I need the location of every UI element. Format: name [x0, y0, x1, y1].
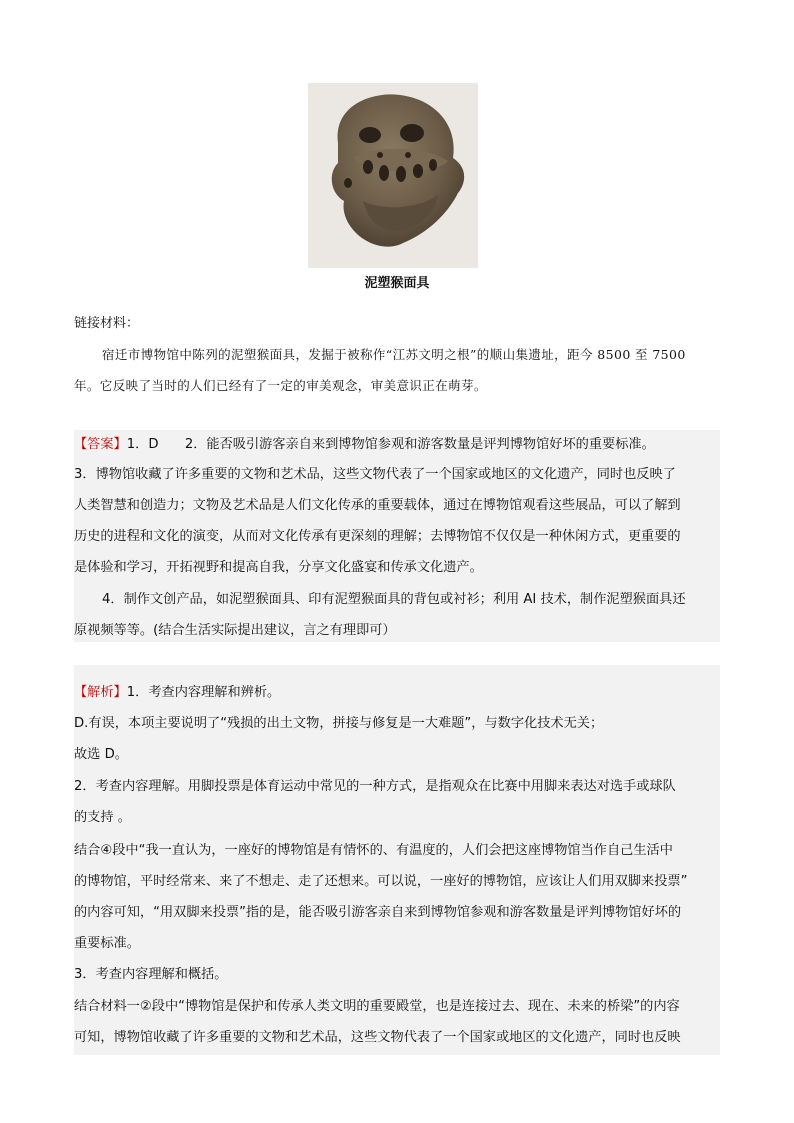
answer-line-5: 是体验和学习，开拓视野和提高自我，分享文化盛宴和传承文化遗产。 — [74, 560, 483, 575]
link-material-title: 链接材料： — [74, 316, 140, 331]
analysis-line-7: 的博物馆，平时经常来、来了不想走、走了还想来。可以说，一座好的博物馆，应该让人们用双脚来投票” — [74, 874, 688, 889]
analysis-line-12: 可知，博物馆收藏了许多重要的文物和艺术品，这些文物代表了一个国家或地区的文化遗产，同时也反映 — [74, 1030, 681, 1045]
link-material-line-2: 年。它反映了当时的人们已经有了一定的审美观念，审美意识正在萌芽。 — [74, 378, 487, 393]
analysis-line-6: 结合④段中“我一直认为，一座好的博物馆是有情怀的、有温度的，人们会把这座博物馆当作自己生活中 — [74, 843, 673, 858]
analysis-line-4: 2．考查内容理解。用脚投票是体育运动中常见的一种方式，是指观众在比赛中用脚来表达对选手或球队 — [74, 779, 676, 794]
answer-line-6: 4．制作文创产品，如泥塑猴面具、印有泥塑猴面具的背包或衬衫；利用 AI 技术，制作泥塑猴面具还 — [102, 592, 686, 607]
link-material-line-1: 宿迁市博物馆中陈列的泥塑猴面具，发掘于被称作“江苏文明之根”的顺山集遗址，距今 8500 至 7500 — [102, 347, 686, 362]
answer-line-4: 历史的进程和文化的演变，从而对文化传承有更深刻的理解；去博物馆不仅仅是一种休闲方式，更重要的 — [74, 529, 681, 544]
analysis-line-11: 结合材料一②段中“博物馆是保护和传承人类文明的重要殿堂，也是连接过去、现在、未来的桥梁”的内容 — [74, 999, 680, 1014]
analysis-line-2: D.有误，本项主要说明了“残损的出土文物，拼接与修复是一大难题”，与数字化技术无关； — [74, 716, 604, 731]
analysis-line-10: 3．考查内容理解和概括。 — [74, 967, 228, 982]
analysis-line-8: 的内容可知，“用双脚来投票”指的是，能否吸引游客亲自来到博物馆参观和游客数量是评判博物馆好坏的 — [74, 905, 682, 920]
analysis-line-3: 故选 D。 — [74, 747, 128, 762]
answer-line-1 — [74, 433, 720, 457]
answer-line-3: 人类智慧和创造力；文物及艺术品是人们文化传承的重要载体，通过在博物馆观看这些展品，可以了解到 — [74, 498, 681, 513]
analysis-text-1: 1．考查内容理解和辨析。 — [126, 685, 281, 700]
figure-caption: 泥塑猴面具 — [364, 276, 430, 291]
answer-text-1: 1．D 2．能否吸引游客亲自来到博物馆参观和游客数量是评判博物馆好坏的重要标准。 — [126, 437, 655, 452]
answer-tag: 【答案】 — [74, 437, 127, 452]
answer-line-2: 3．博物馆收藏了许多重要的文物和艺术品，这些文物代表了一个国家或地区的文化遗产，同时也反映了 — [74, 467, 676, 482]
analysis-line-9: 重要标准。 — [74, 936, 140, 951]
analysis-line-5: 的支持 。 — [74, 810, 131, 825]
monkey-mask-image — [308, 83, 478, 268]
analysis-tag: 【解析】 — [74, 685, 127, 700]
answer-line-7: 原视频等等。(结合生活实际提出建议，言之有理即可） — [74, 623, 396, 638]
analysis-line-1 — [74, 681, 720, 705]
clay-monkey-mask-photo — [308, 83, 478, 268]
